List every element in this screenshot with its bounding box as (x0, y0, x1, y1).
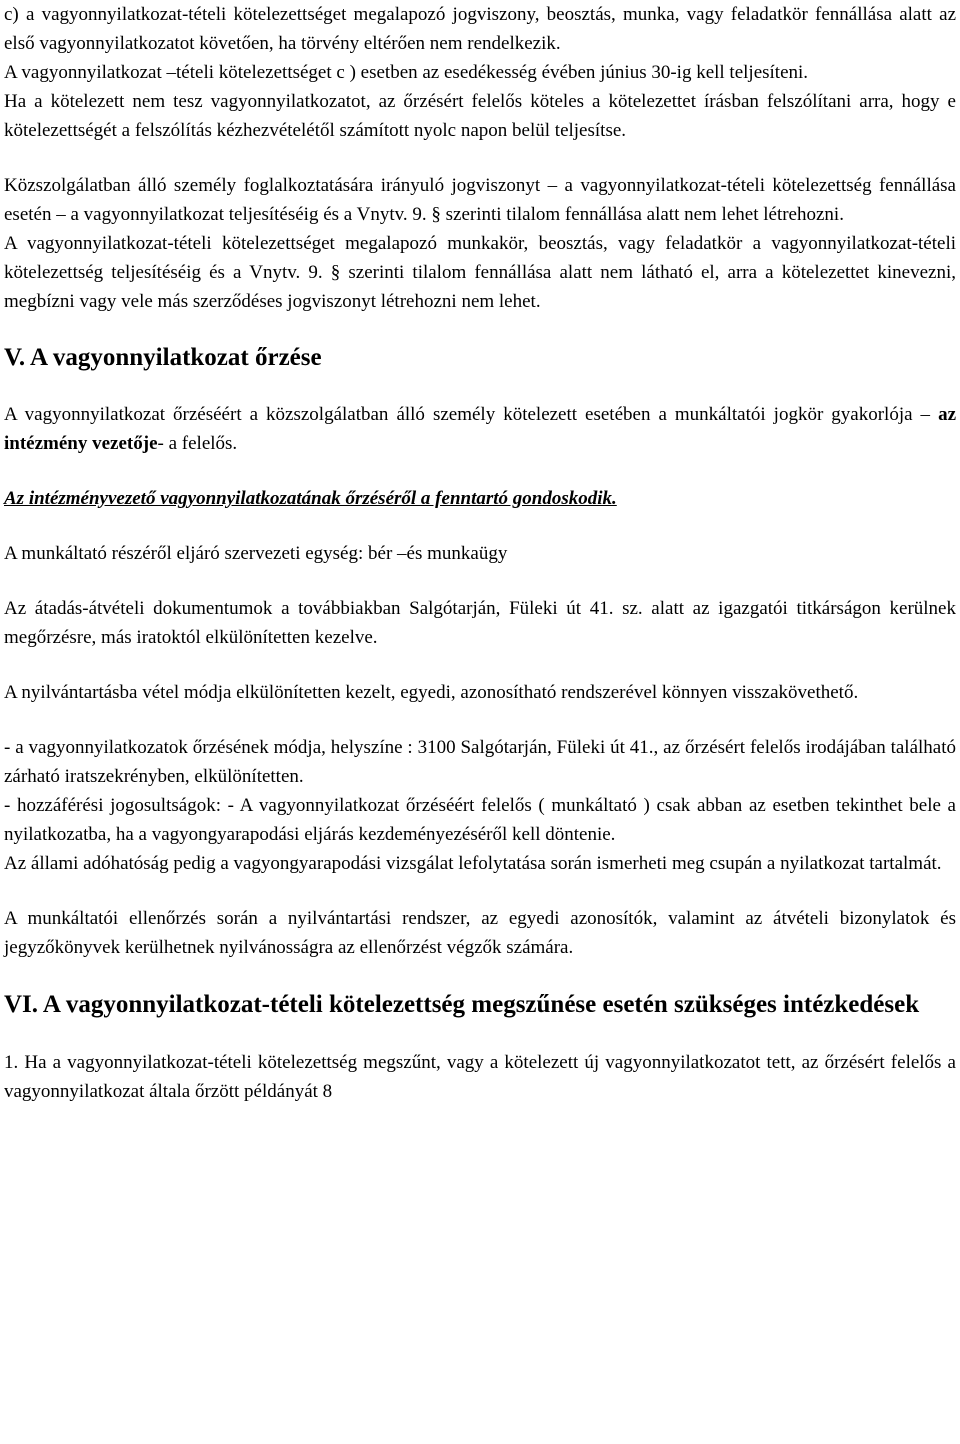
spacer (4, 707, 956, 733)
custody-text-bold: az intézmény vezetője (4, 404, 956, 454)
section-v-heading: V. A vagyonnyilatkozat őrzése (4, 344, 322, 371)
spacer (4, 1022, 956, 1048)
spacer (4, 568, 956, 594)
spacer (4, 316, 956, 342)
spacer (4, 145, 956, 171)
paragraph-c-first-declaration: c) a vagyonnyilatkozat-tételi kötelezettséget megalapozó jogviszony, beosztás, munka, vagy feladatkör fennállása alatt az első vagyonnyilatkozatot követően, ha törvény eltérően nem rendelkezik. (4, 4, 956, 54)
spacer (4, 513, 956, 539)
paragraph-handover-documents: Az átadás-átvételi dokumentumok a továbbiakban Salgótarján, Füleki út 41. sz. alatt az igazgatói titkárságon kerülnek megőrzésre, más iratoktól elkülönítetten kezelve. (4, 598, 956, 648)
spacer (4, 458, 956, 484)
paragraph-employer-audit: A munkáltatói ellenőrzés során a nyilvántartási rendszer, az egyedi azonosítók, valamint az átvételi bizonylatok és jegyzőkönyvek kerülhetnek nyilvánosságra az ellenőrzést végzők számára. (4, 908, 956, 958)
paragraph-director-custody: Az intézményvezető vagyonnyilatkozatának őrzéséről a fenntartó gondoskodik. (4, 488, 617, 509)
custody-text-after: - a felelős. (157, 433, 238, 454)
paragraph-written-notice: Ha a kötelezett nem tesz vagyonnyilatkozatot, az őrzésért felelős köteles a kötelezettet írásban felszólítani arra, hogy e kötelezettségét a felszólítás kézhezvételétől számított nyolc napon belül teljesítse. (4, 91, 956, 141)
document-page (4, 0, 956, 1106)
spacer (4, 374, 956, 400)
spacer (4, 962, 956, 988)
paragraph-obligation-ended: 1. Ha a vagyonnyilatkozat-tételi kötelezettség megszűnt, vagy a kötelezett új vagyonnyilatkozatot tett, az őrzésért felelős a vagyonnyilatkozat általa őrzött példányát 8 (4, 1052, 956, 1102)
paragraph-unit: A munkáltató részéről eljáró szervezeti egység: bér –és munkaügy (4, 543, 508, 564)
paragraph-position-restriction: A vagyonnyilatkozat-tételi kötelezettséget megalapozó munkakör, beosztás, vagy feladatkör a vagyonnyilatkozat-tételi kötelezettség teljesítéséig és a Vnytv. 9. § szerinti tilalom fennállása alatt nem látható el, arra a kötelezettet kinevezni, megbízni vagy vele más szerződéses jogviszonyt létrehozni nem lehet. (4, 233, 956, 312)
custody-text-before: A vagyonnyilatkozat őrzéséért a közszolgálatban álló személy kötelezett esetében a munkáltatói jogkör gyakorlója – (4, 404, 931, 425)
spacer (4, 652, 956, 678)
paragraph-storage-location: - a vagyonnyilatkozatok őrzésének módja, helyszíne : 3100 Salgótarján, Füleki út 41., az őrzésért felelős irodájában található zárható iratszekrényben, elkülönítetten. (4, 737, 956, 787)
paragraph-deadline: A vagyonnyilatkozat –tételi kötelezettséget c ) esetben az esedékesség évében június 30-ig kell teljesíteni. (4, 62, 809, 83)
spacer (4, 878, 956, 904)
section-vi-heading: VI. A vagyonnyilatkozat-tételi kötelezettség megszűnése esetén szükséges intézkedések (4, 991, 920, 1018)
paragraph-employment-restriction: Közszolgálatban álló személy foglalkoztatására irányuló jogviszonyt – a vagyonnyilatkozat-tételi kötelezettség fennállása esetén – a vagyonnyilatkozat teljesítéséig és a Vnytv. 9. § szerinti tilalom fennállása alatt nem lehet létrehozni. (4, 175, 956, 225)
paragraph-tax-authority: Az állami adóhatóság pedig a vagyongyarapodási vizsgálat lefolytatása során ismerheti meg csupán a nyilatkozat tartalmát. (4, 853, 942, 874)
paragraph-registration: A nyilvántartásba vétel módja elkülönítetten kezelt, egyedi, azonosítható rendszerével könnyen visszakövethető. (4, 682, 859, 703)
paragraph-custody-responsible (4, 400, 956, 458)
paragraph-access-rights: - hozzáférési jogosultságok: - A vagyonnyilatkozat őrzéséért felelős ( munkáltató ) csak abban az esetben tekinthet bele a nyilatkozatba, ha a vagyongyarapodási eljárás kezdeményezéséről kell döntenie. (4, 795, 956, 845)
